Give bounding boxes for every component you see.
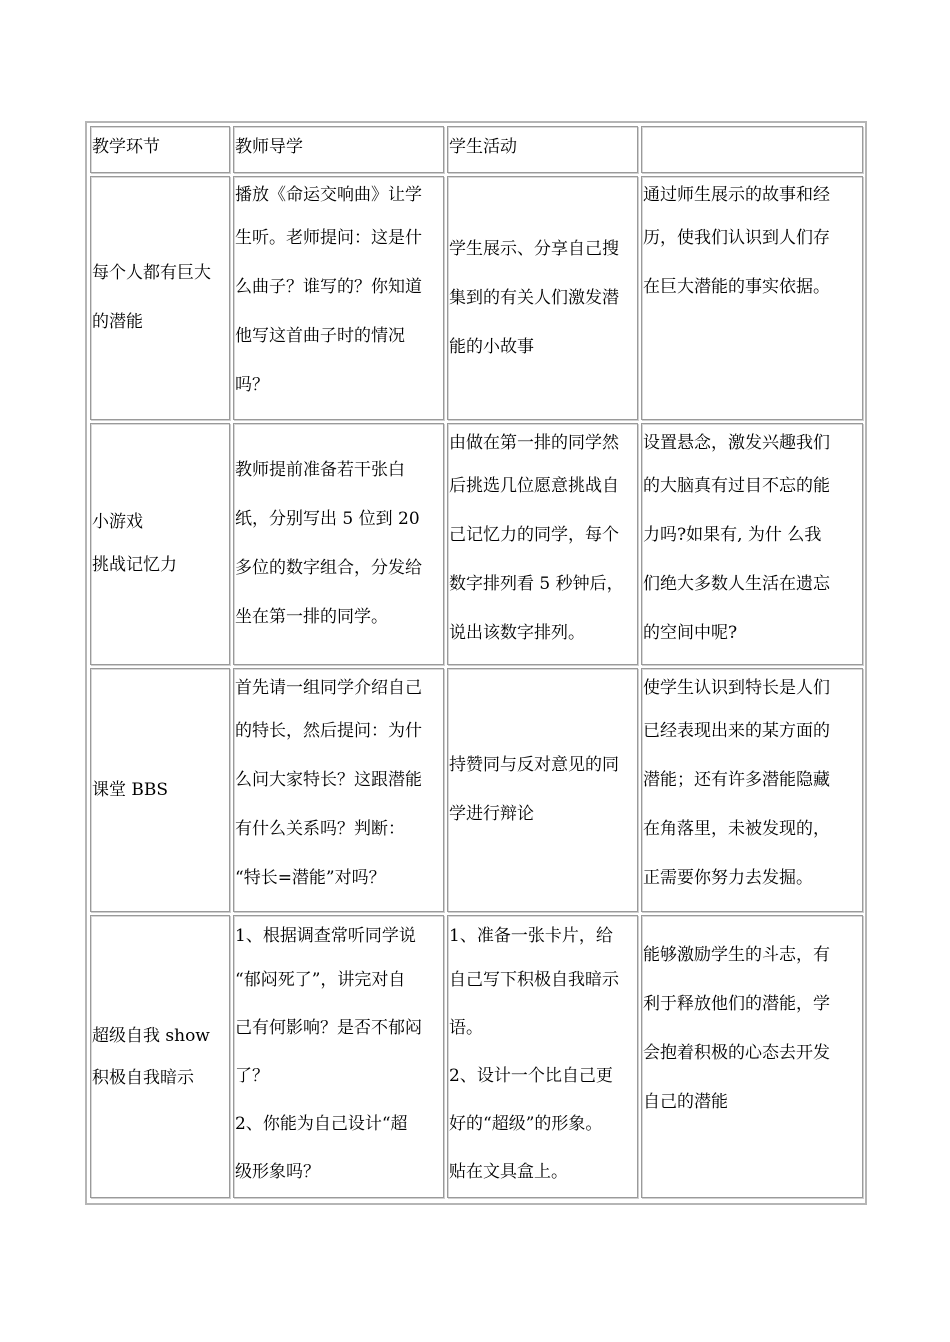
purpose-cell [641,915,863,1198]
table-row [87,915,865,1198]
cell-line: “特长=潜能”对吗？ [235,868,386,888]
cell-line: “郁闷死了”，讲完对自 [235,970,406,990]
cell-line: 每个人都有巨大 [92,263,211,283]
cell-line: 生听。老师提问：这是什 [235,228,422,248]
cell-line: 2、设计一个比自己更 [449,1066,613,1086]
cell-line: 纸，分别写出 5 位到 20 [235,509,420,529]
cell-line: 1、根据调查常听同学说 [235,926,416,946]
student-cell [447,668,638,912]
cell-line: 学进行辩论 [449,804,534,824]
cell-line: 好的“超级”的形象。 [449,1114,603,1134]
cell-line: 潜能；还有许多潜能隐藏 [643,770,830,790]
student-cell [447,423,638,665]
cell-line: 由做在第一排的同学然 [449,433,619,453]
cell-line: 己有何影响？是否不郁闷 [235,1018,422,1038]
teacher-cell [233,915,444,1198]
purpose-cell [641,668,863,912]
header-text: 教学环节 [92,137,160,157]
teacher-cell [233,423,444,665]
cell-line: 说出该数字排列。 [449,623,585,643]
cell-line: 在角落里，未被发现的， [643,819,830,839]
cell-line: 的大脑真有过目不忘的能 [643,476,830,496]
cell-line: 集到的有关人们激发潜 [449,287,619,308]
purpose-cell [641,423,863,665]
stage-cell [90,423,230,665]
cell-line: 么问大家特长？这跟潜能 [235,770,422,790]
cell-line: 设置悬念，激发兴趣我们 [643,433,830,453]
cell-line: 课堂 BBS [92,779,169,800]
cell-line: 后挑选几位愿意挑战自 [449,476,619,496]
header-cell-teacher [233,126,444,173]
cell-line: 有什么关系吗？判断： [235,819,405,839]
table-row [87,668,865,912]
cell-line: 语。 [449,1018,483,1038]
cell-line: 挑战记忆力 [92,555,177,575]
lesson-plan-table [85,121,867,1205]
stage-cell [90,176,230,420]
table-row [87,176,865,420]
table-header-row [87,126,865,173]
header-text: 学生活动 [449,137,517,157]
cell-line: 的特长，然后提问：为什 [235,721,422,741]
cell-line: 己记忆力的同学，每个 [449,525,619,545]
header-cell-student [447,126,638,173]
teacher-cell [233,176,444,420]
cell-line: 自己写下积极自我暗示 [449,970,619,990]
student-cell [447,176,638,420]
table-row [87,423,865,665]
cell-line: 自己的潜能 [643,1092,728,1112]
teacher-cell [233,668,444,912]
cell-line: 力吗?如果有, 为什 么我 [643,525,822,545]
cell-line: 坐在第一排的同学。 [235,607,388,627]
header-cell-stage [90,126,230,173]
cell-line: 的空间中呢? [643,623,738,643]
cell-line: 学生展示、分享自己搜 [449,238,619,259]
cell-line: 教师提前准备若干张白 [235,460,405,480]
cell-line: 1、准备一张卡片，给 [449,926,613,946]
stage-cell [90,915,230,1198]
cell-line: 数字排列看 5 秒钟后， [449,574,624,594]
cell-line: 利于释放他们的潜能，学 [643,994,830,1014]
cell-line: 级形象吗？ [235,1162,320,1182]
stage-cell [90,668,230,912]
cell-line: 已经表现出来的某方面的 [643,721,830,741]
cell-line: 持赞同与反对意见的同 [449,755,619,775]
cell-line: 能够激励学生的斗志，有 [643,945,830,965]
cell-line: 小游戏 [92,512,143,532]
cell-line: 2、你能为自己设计“超 [235,1114,408,1134]
cell-line: 正需要你努力去发掘。 [643,868,813,888]
cell-line: 们绝大多数人生活在遗忘 [643,574,830,594]
header-text: 教师导学 [235,137,303,157]
cell-line: 播放《命运交响曲》让学 [235,185,422,205]
cell-line: 超级自我 show [92,1025,210,1046]
student-cell [447,915,638,1198]
cell-line: 多位的数字组合，分发给 [235,558,422,578]
cell-line: 他写这首曲子时的情况 [235,326,405,346]
purpose-cell [641,176,863,420]
header-cell-purpose [641,126,863,173]
cell-line: 的潜能 [92,312,143,332]
cell-line: 通过师生展示的故事和经 [643,185,830,205]
cell-line: 使学生认识到特长是人们 [643,678,830,698]
cell-line: 了？ [235,1066,269,1086]
cell-line: 贴在文具盒上。 [449,1162,568,1182]
cell-line: 吗？ [235,375,269,395]
cell-line: 会抱着积极的心态去开发 [643,1043,830,1063]
cell-line: 在巨大潜能的事实依据。 [643,277,830,297]
cell-line: 积极自我暗示 [92,1067,194,1088]
cell-line: 历，使我们认识到人们存 [643,228,830,248]
cell-line: 能的小故事 [449,336,534,357]
cell-line: 么曲子？谁写的？你知道 [235,277,422,297]
cell-line: 首先请一组同学介绍自己 [235,678,422,698]
